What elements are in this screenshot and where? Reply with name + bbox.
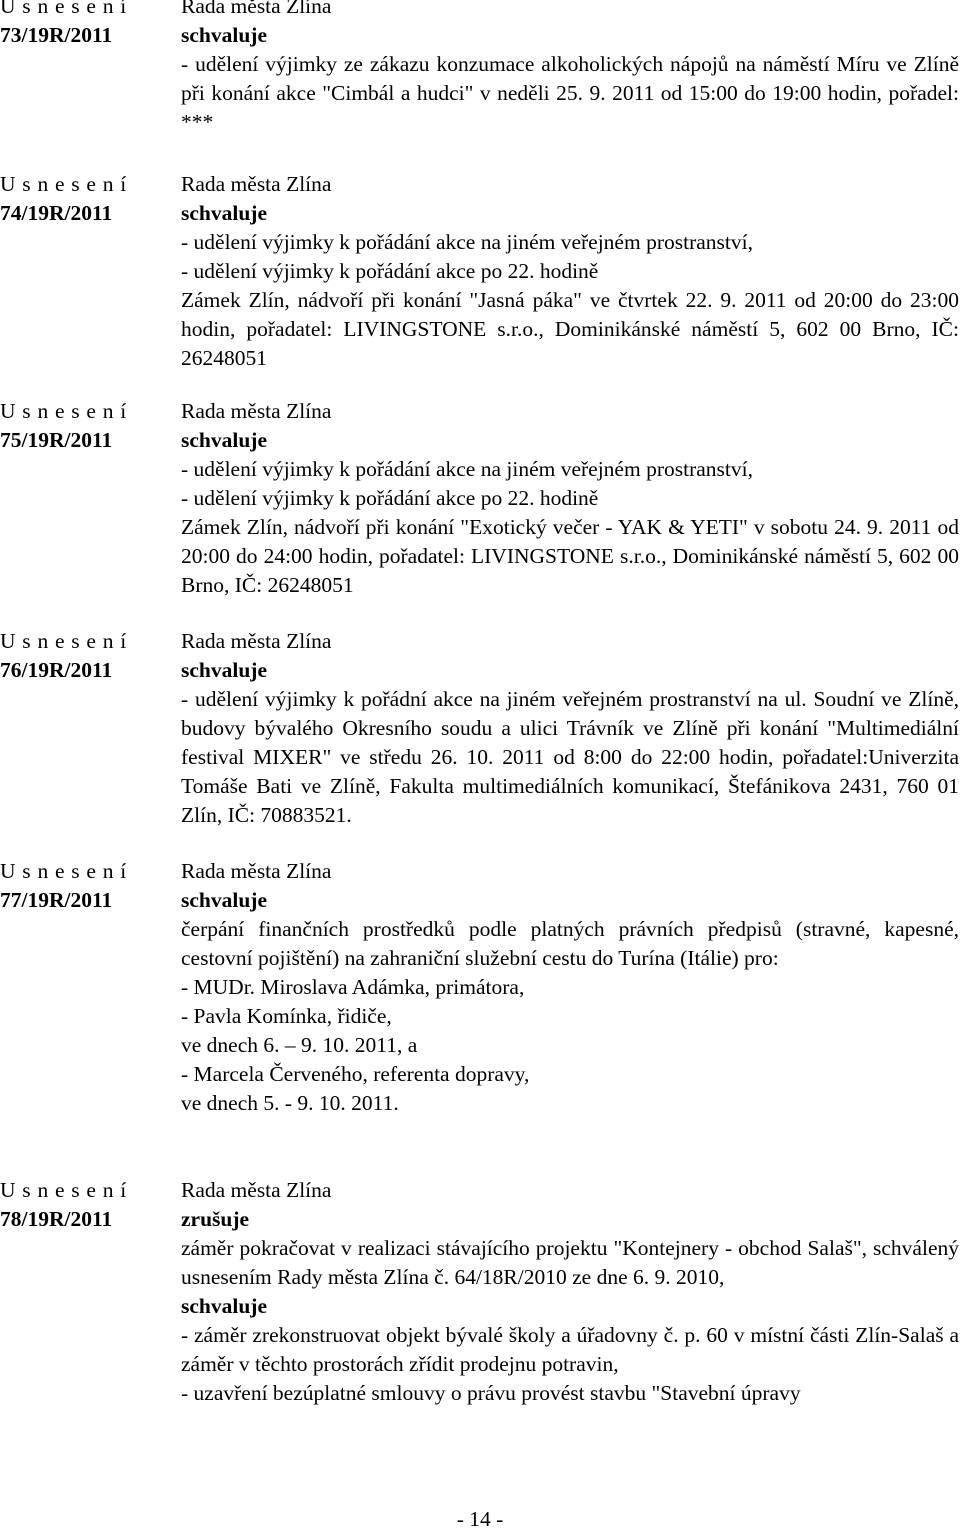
resolution-text-line: - Pavla Komínka, řidiče,: [181, 1004, 392, 1028]
resolution-verb: schvaluje: [181, 658, 267, 682]
resolution-text: Zámek Zlín, nádvoří při konání "Jasná páka" ve čtvrtek 22. 9. 2011 od 20:00 do 23:00 hodin, pořadatel: LIVINGSTONE s.r.o., Dominikánské náměstí 5, 602 00 Brno, IČ: 26248051: [181, 288, 959, 370]
resolution-label: U s n e s e n í: [0, 859, 127, 883]
resolution-label-block: [0, 397, 175, 455]
page-number: - 14 -: [456, 1507, 504, 1531]
resolution-label: U s n e s e n í: [0, 1178, 127, 1202]
resolution-text-line: - MUDr. Miroslava Adámka, primátora,: [181, 975, 525, 999]
resolution-text-line: ve dnech 5. - 9. 10. 2011.: [181, 1091, 399, 1115]
resolution-label-block: [0, 1176, 175, 1234]
resolution-body: [181, 397, 959, 600]
resolution-text-line: - udělení výjimky k pořádání akce po 22. hodině: [181, 486, 599, 510]
resolution-label: U s n e s e n í: [0, 172, 127, 196]
resolution-text: - udělení výjimky ze zákazu konzumace alkoholických nápojů na náměstí Míru ve Zlíně při konání akce "Cimbál a hudci" v neděli 25. 9. 2011 od 15:00 do 19:00 hodin, pořadel: ***: [181, 52, 959, 134]
resolution-label-block: [0, 857, 175, 915]
resolution-body: [181, 857, 959, 1118]
resolution-number: 75/19R/2011: [0, 428, 113, 452]
resolution-text: - záměr zrekonstruovat objekt bývalé školy a úřadovny č. p. 60 v místní části Zlín-Salaš a záměr v těchto prostorách zřídit prodejnu potravin,: [181, 1323, 959, 1376]
council-name: Rada města Zlína: [181, 629, 332, 653]
resolution-verb: schvaluje: [181, 23, 267, 47]
resolution-body: [181, 627, 959, 830]
resolution-text-line: - Marcela Červeného, referenta dopravy,: [181, 1062, 530, 1086]
resolution-verb: zrušuje: [181, 1207, 250, 1231]
resolution-number: 78/19R/2011: [0, 1207, 113, 1231]
resolution-label-block: [0, 170, 175, 228]
resolution-number: 74/19R/2011: [0, 201, 113, 225]
resolution-body: [181, 0, 959, 137]
resolution-verb: schvaluje: [181, 428, 267, 452]
resolution-number: 77/19R/2011: [0, 888, 113, 912]
resolution-text-line: - udělení výjimky k pořádání akce na jiném veřejném prostranství,: [181, 230, 753, 254]
resolution-label: U s n e s e n í: [0, 0, 127, 18]
resolution-text: záměr pokračovat v realizaci stávajícího projektu "Kontejnery - obchod Salaš", schválený usnesením Rady města Zlína č. 64/18R/2010 ze dne 6. 9. 2010,: [181, 1236, 959, 1289]
council-name: Rada města Zlína: [181, 859, 332, 883]
resolution-text-line: ve dnech 6. – 9. 10. 2011, a: [181, 1033, 418, 1057]
resolution-text: - udělení výjimky k pořádní akce na jiném veřejném prostranství na ul. Soudní ve Zlíně, budovy bývalého Okresního soudu a ulici Trávník ve Zlíně při konání "Multimediální festival MIXER" ve středu 26. 10. 2011 od 8:00 do 22:00 hodin, pořadatel:Univerzita Tomáše Bati ve Zlíně, Fakulta multimediálních komunikací, Štefánikova 2431, 760 01 Zlín, IČ: 70883521.: [181, 687, 959, 827]
resolution-label-block: [0, 627, 175, 685]
resolution-text: Zámek Zlín, nádvoří při konání "Exotický večer - YAK & YETI" v sobotu 24. 9. 2011 od 20:00 do 24:00 hodin, pořadatel: LIVINGSTONE s.r.o., Dominikánské náměstí 5, 602 00 Brno, IČ: 26248051: [181, 515, 959, 597]
resolution-verb: schvaluje: [181, 201, 267, 225]
resolution-verb: schvaluje: [181, 1294, 267, 1318]
resolution-label: U s n e s e n í: [0, 399, 127, 423]
resolution-label: U s n e s e n í: [0, 629, 127, 653]
resolution-verb: schvaluje: [181, 888, 267, 912]
resolution-text-line: - udělení výjimky k pořádání akce po 22. hodině: [181, 259, 599, 283]
council-name: Rada města Zlína: [181, 1178, 332, 1202]
resolution-text: - uzavření bezúplatné smlouvy o právu provést stavbu "Stavební úpravy: [181, 1381, 801, 1405]
resolution-text-line: - udělení výjimky k pořádání akce na jiném veřejném prostranství,: [181, 457, 753, 481]
council-name: Rada města Zlína: [181, 399, 332, 423]
resolution-number: 73/19R/2011: [0, 23, 113, 47]
resolution-text: čerpání finančních prostředků podle platných právních předpisů (stravné, kapesné, cestovní pojištění) na zahraniční služební cestu do Turína (Itálie) pro:: [181, 917, 959, 970]
resolution-body: [181, 170, 959, 373]
resolution-body: [181, 1176, 959, 1408]
resolution-label-block: [0, 0, 175, 50]
resolution-number: 76/19R/2011: [0, 658, 113, 682]
council-name: Rada města Zlína: [181, 0, 332, 18]
council-name: Rada města Zlína: [181, 172, 332, 196]
